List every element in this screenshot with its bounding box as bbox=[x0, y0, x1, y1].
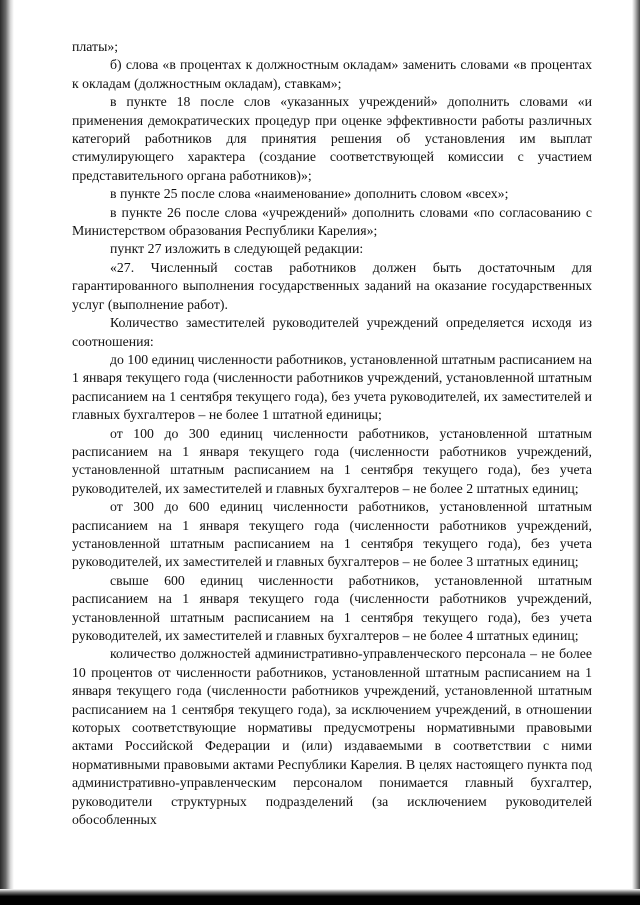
paragraph-admin-staff: количество должностей административно-управленческого персонала – не более 10 процентов от численности работников, установленной штатным расписанием на 1 января текущего года (численности работников учреждений, установленной штатным расписанием на 1 сентября текущего года), за исключением учреждений, в отношении которых соответствующие нормативы предусмотрены нормативными правовыми актами Российской Федерации и (или) издаваемыми в соответствии с ними нормативными правовыми актами Республики Карелия. В целях настоящего пункта под административно-управленческим персоналом понимается главный бухгалтер, руководители структурных подразделений (за исключением руководителей обособленных bbox=[72, 646, 592, 828]
scan-edge-left bbox=[0, 0, 14, 905]
paragraph-over-600: свыше 600 единиц численности работников, установленной штатным расписанием на 1 января текущего года (численности работников учреждений, установленной штатным расписанием на 1 сентября текущего года), без учета руководителей, их заместителей и главных бухгалтеров – не более 4 штатных единиц; bbox=[72, 572, 592, 643]
paragraph-item-27-intro: пункт 27 изложить в следующей редакции: bbox=[110, 241, 364, 257]
document-body bbox=[72, 38, 592, 829]
paragraph-deputies-count: Количество заместителей руководителей учреждений определяется исходя из соотношения: bbox=[72, 315, 592, 349]
paragraph-item-27-text: «27. Численный состав работников должен быть достаточным для гарантированного выполнения государственных заданий на оказание государственных услуг (выполнение работ). bbox=[72, 259, 592, 312]
paragraph-item-25: в пункте 25 после слова «наименование» дополнить словом «всех»; bbox=[110, 186, 509, 202]
paragraph-100-to-300: от 100 до 300 единиц численности работников, установленной штатным расписанием на 1 января текущего года (численности работников учреждений, установленной штатным расписанием на 1 сентября текущего года), без учета руководителей, их заместителей и главных бухгалтеров – не более 2 штатных единиц; bbox=[72, 425, 592, 496]
scan-edge-right bbox=[632, 0, 640, 905]
scan-edge-bottom bbox=[0, 889, 640, 905]
paragraph-continuation: платы»; bbox=[72, 39, 119, 54]
paragraph-item-26: в пункте 26 после слова «учреждений» дополнить словами «по согласованию с Министерством образования Республики Карелия»; bbox=[72, 204, 592, 239]
paragraph-300-to-600: от 300 до 600 единиц численности работников, установленной штатным расписанием на 1 января текущего года (численности работников учреждений, установленной штатным расписанием на 1 сентября текущего года), без учета руководителей, их заместителей и главных бухгалтеров – не более 3 штатных единиц; bbox=[72, 499, 592, 570]
paragraph-b: б) слова «в процентах к должностным окладам» заменить словами «в процентах к окладам (должностным окладам), ставкам»; bbox=[72, 57, 592, 91]
paragraph-item-18: в пункте 18 после слов «указанных учреждений» дополнить словами «и применения демократических процедур при оценке эффективности работы различных категорий работников для принятия решения об установления им выплат стимулирующего характера (создание соответствующей комиссии с участием представительного органа работников)»; bbox=[72, 94, 592, 183]
paragraph-up-to-100: до 100 единиц численности работников, установленной штатным расписанием на 1 января текущего года (численности работников учреждений, установленной штатным расписанием на 1 сентября текущего года), без учета руководителей, их заместителей и главных бухгалтеров – не более 1 штатной единицы; bbox=[72, 351, 592, 423]
